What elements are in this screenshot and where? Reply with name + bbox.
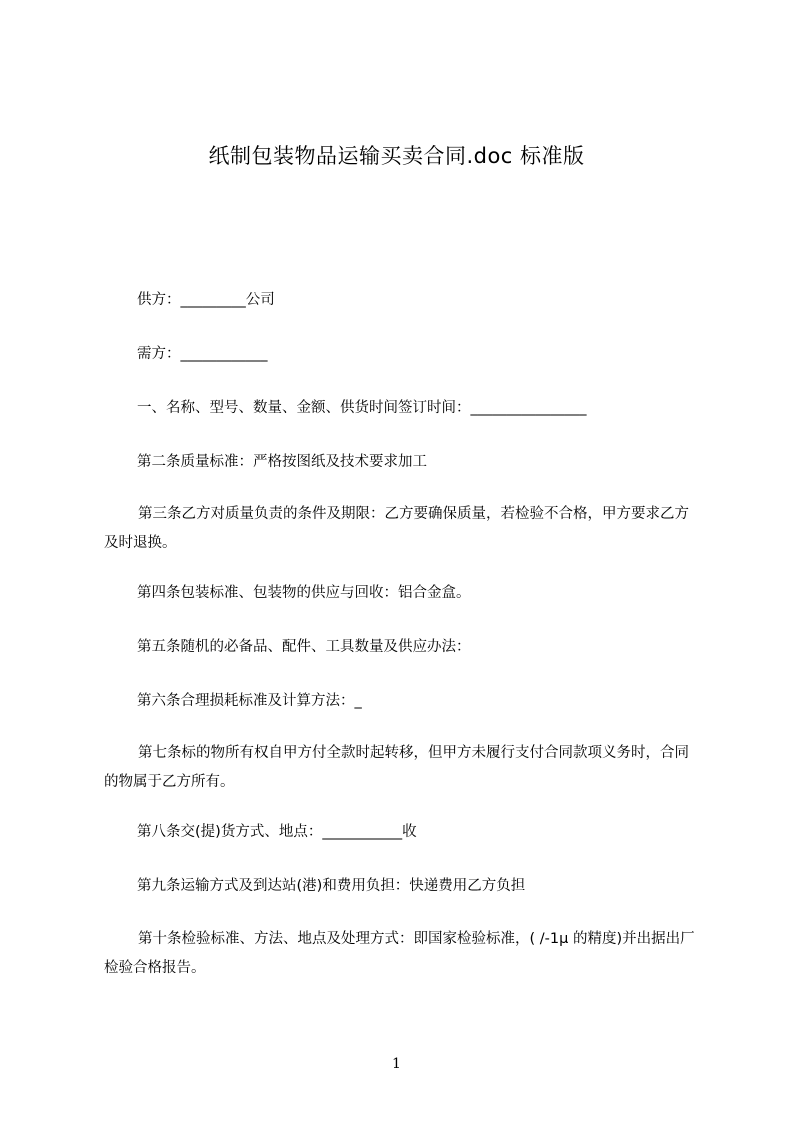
page-number: 1 — [392, 1056, 401, 1072]
clause-10-paragraph: 第十条检验标准、方法、地点及处理方式：即国家检验标准，( /-1μ 的精度)并出据出厂检验合格报告。 — [104, 931, 695, 976]
clause-5-line: 第五条随机的必备品、配件、工具数量及供应办法： — [137, 639, 471, 655]
clause-6-line: 第六条合理损耗标准及计算方法：_ — [137, 693, 362, 709]
buyer-line: 需方：____________ — [137, 346, 268, 362]
clause-9-line: 第九条运输方式及到达站(港)和费用负担：快递费用乙方负担 — [137, 878, 526, 894]
clause-3-paragraph: 第三条乙方对质量负责的条件及期限：乙方要确保质量，若检验不合格，甲方要求乙方及时退换。 — [104, 506, 689, 551]
supplier-line: 供方：_________公司 — [137, 292, 275, 308]
clause-8-line: 第八条交(提)货方式、地点：___________收 — [137, 824, 417, 840]
clause-2-line: 第二条质量标准：严格按图纸及技术要求加工 — [137, 454, 427, 470]
document-title: 纸制包装物品运输买卖合同.doc 标准版 — [208, 144, 585, 168]
clause-4-line: 第四条包装标准、包装物的供应与回收：铝合金盒。 — [137, 585, 471, 601]
clause-1-line: 一、名称、型号、数量、金额、供货时间签订时间：________________ — [137, 400, 587, 416]
clause-7-paragraph: 第七条标的物所有权自甲方付全款时起转移，但甲方未履行支付合同款项义务时，合同的物属于乙方所有。 — [104, 745, 689, 790]
